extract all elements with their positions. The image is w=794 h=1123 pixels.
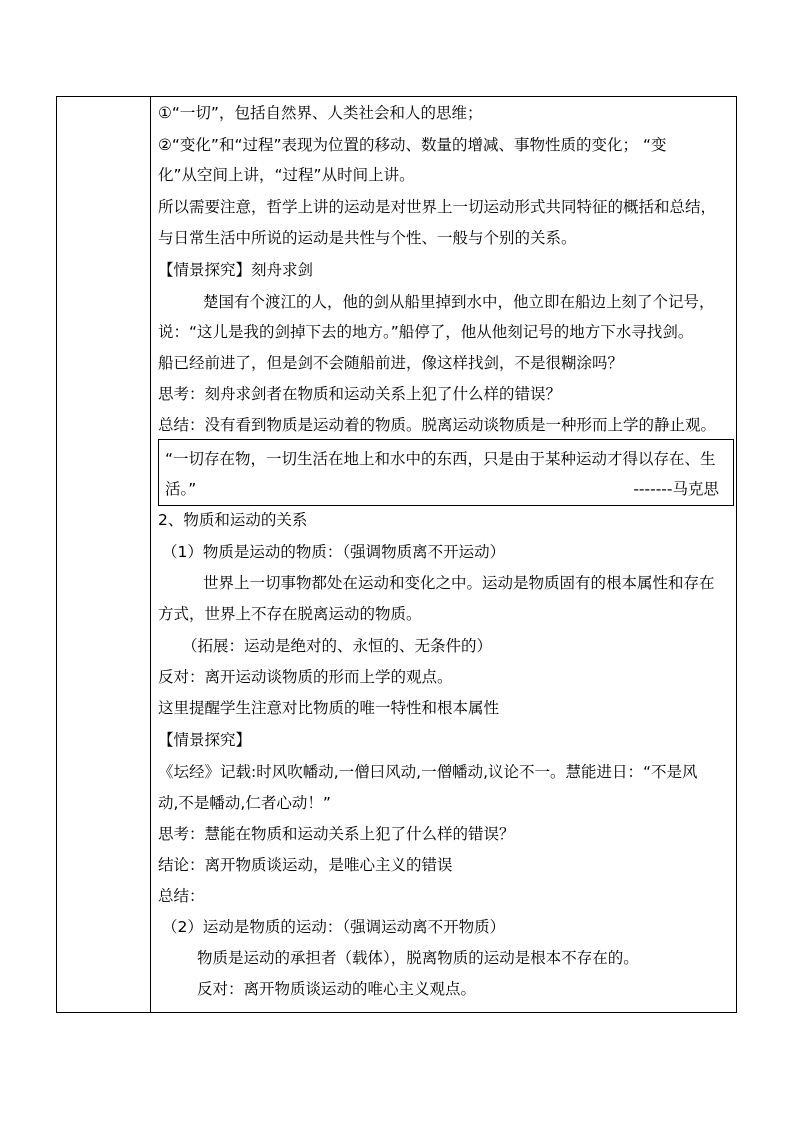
text-line: ①“一切”，包括自然界、人类社会和人的思维； xyxy=(158,104,483,122)
left-column-cell xyxy=(57,97,151,1012)
text-line: 《坛经》记载:时风吹幡动,一僧曰风动,一僧幡动,议论不一。慧能进日：“不是风 xyxy=(158,763,698,781)
text-line: 说：“这儿是我的剑掉下去的地方。”船停了，他从他刻记号的地方下水寻找剑。 xyxy=(158,323,694,341)
quote-author: -------马克思 xyxy=(633,480,719,498)
content-cell xyxy=(152,97,738,1012)
text-line: 反对：离开运动谈物质的形而上学的观点。 xyxy=(158,668,453,686)
quote-text: “一切存在物，一切生活在地上和水中的东西，只是由于某种运动才得以存在、生 xyxy=(165,450,716,468)
text-line: 思考：刻舟求剑者在物质和运动关系上犯了什么样的错误？ xyxy=(158,385,562,403)
text-line: 总结： xyxy=(158,887,205,905)
text-line: 物质是运动的承担者（载体），脱离物质的运动是根本不存在的。 xyxy=(197,949,639,967)
text-line: 世界上一切事物都处在运动和变化之中。运动是物质固有的根本属性和存在 xyxy=(203,574,715,592)
text-line: 所以需要注意，哲学上讲的运动是对世界上一切运动形式共同特征的概括和总结， xyxy=(158,198,717,216)
text-line: 反对：离开物质谈运动的唯心主义观点。 xyxy=(197,980,477,998)
text-line: 船已经前进了，但是剑不会随船前进，像这样找剑，不是很糊涂吗？ xyxy=(158,354,624,372)
text-line: （1）物质是运动的物质：（强调物质离不开运动） xyxy=(162,543,506,561)
text-line: ②“变化”和“过程”表现为位置的移动、数量的增减、事物性质的变化； “变 xyxy=(158,136,667,154)
text-line: 化”从空间上讲，“过程”从时间上讲。 xyxy=(158,166,415,184)
section-heading: 2、物质和运动的关系 xyxy=(158,511,308,529)
text-line: 方式，世界上不存在脱离运动的物质。 xyxy=(158,605,422,623)
text-line: 思考：慧能在物质和运动关系上犯了什么样的错误？ xyxy=(158,825,515,843)
text-line: 这里提醒学生注意对比物质的唯一特性和根本属性 xyxy=(158,699,500,717)
lesson-table xyxy=(56,96,737,1013)
text-line: 与日常生活中所说的运动是共性与个性、一般与个别的关系。 xyxy=(158,229,577,247)
text-line: （2）运动是物质的运动：（强调运动离不开物质） xyxy=(162,918,506,936)
section-heading: 【情景探究】刻舟求剑 xyxy=(158,261,314,279)
section-heading: 【情景探究】 xyxy=(158,731,252,749)
quote-text: 活。” xyxy=(165,480,197,498)
text-line: 结论：离开物质谈运动，是唯心主义的错误 xyxy=(158,856,453,874)
quote-box xyxy=(158,439,734,506)
text-line: 总结：没有看到物质是运动着的物质。脱离运动谈物质是一种形而上学的静止观。 xyxy=(158,416,717,434)
text-line: （拓展：运动是绝对的、永恒的、无条件的） xyxy=(182,637,493,655)
text-line: 动,不是幡动,仁者心动！” xyxy=(158,794,331,812)
text-line: 楚国有个渡江的人，他的剑从船里掉到水中，他立即在船边上刻了个记号， xyxy=(203,293,715,311)
